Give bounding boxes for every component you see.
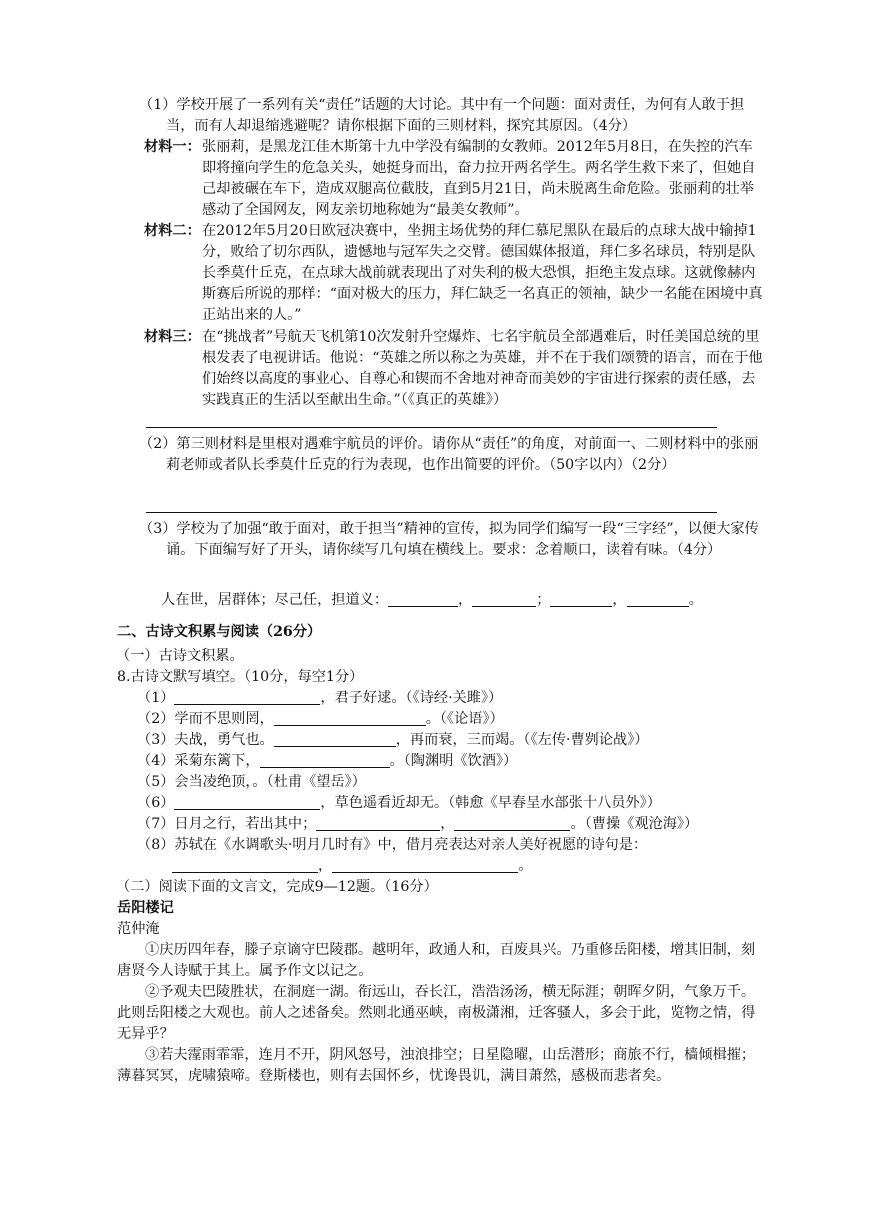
poem-item-2-pre: （2）学而不思则罔，	[137, 711, 274, 727]
poem-item-3-post: ，再而衰，三而竭。（《左传·曹刿论战》）	[395, 732, 649, 748]
q3-blank-4[interactable]	[627, 591, 689, 607]
q3-fill-line	[161, 590, 761, 611]
material-three-text: 在“挑战者”号航天飞机第10次发射升空爆炸、七名宇航员全部遇难后，时任美国总统的里根发表了电视讲话。他说：“英雄之所以称之为英雄，并不在于我们颂赞的语言，而在于他们始终以高度的事业心、自尊心和锲而不舍地对神奇而美妙的宇宙进行探索的责任感，去实践真正的生活以至献出生命。”（《真正的英雄》）	[202, 329, 763, 408]
q3-lead: 人在世，居群体；尽己任，担道义：	[161, 592, 389, 608]
q1-intro-text: （1）学校开展了一系列有关“责任”话题的大讨论。其中有一个问题：面对责任，为何有人敢于担当，而有人却退缩逃避呢？请你根据下面的三则材料，探究其原因。（4分）	[139, 97, 745, 134]
q2-text	[139, 434, 759, 476]
poem-blank-4[interactable]	[260, 752, 390, 768]
q3-sep-3: ，	[612, 592, 627, 608]
material-two-text: 在2012年5月20日欧冠决赛中，坐拥主场优势的拜仁慕尼黑队在最后的点球大战中输掉1分，败给了切尔西队，遗憾地与冠军失之交臂。德国媒体报道，拜仁多名球员，特别是队长季莫什丘克，在点球大战前就表现出了对失利的极大恐惧，拒绝主发点球。这就像赫内斯赛后所说的那样：“面对极大的压力，拜仁缺乏一名真正的领袖，缺少一名能在困境中真正站出来的人。”	[202, 223, 763, 323]
poem-item-7-post: 。（曹操《观沧海》）	[570, 816, 699, 832]
poem-item-1-pre: （1）	[137, 690, 175, 706]
poem-item-1-post: ，君子好逑。（《诗经·关雎》）	[320, 690, 503, 706]
poem-item-3-pre: （3）夫战，勇气也。	[137, 732, 274, 748]
poem-item-6	[137, 793, 777, 814]
poem-item-3	[137, 730, 777, 751]
poem-item-8-post: 。	[518, 858, 533, 874]
answer-line-q2[interactable]	[146, 512, 717, 513]
poem-item-7	[137, 814, 777, 835]
poem-item-8	[137, 835, 777, 856]
q3-sep-2: ；	[536, 592, 551, 608]
section-two-title: 二、古诗文积累与阅读（26分）	[117, 624, 322, 640]
poem-item-5-pre: （5）会当凌绝顶，。（杜甫《望岳》）	[137, 774, 366, 790]
essay-paragraph-3: ③若夫霪雨霏霏，连月不开，阴风怒号，浊浪排空；日星隐曜，山岳潜形；商旅不行，樯倾楫摧；薄暮冥冥，虎啸猿啼。登斯楼也，则有去国怀乡，忧谗畏讥，满目萧然，感极而悲者矣。	[117, 1047, 756, 1084]
essay-paragraph-1: ①庆历四年春，滕子京谪守巴陵郡。越明年，政通人和，百废具兴。乃重修岳阳楼，增其旧制，刻唐贤今人诗赋于其上。属予作文以记之。	[117, 942, 756, 979]
q3-text-content: （3）学校为了加强“敢于面对，敢于担当”精神的宣传，拟为同学们编写一段“三字经”，以便大家传诵。下面编写好了开头，请你续写几句填在横线上。要求：念着顺口，读着有味。（4分）	[139, 521, 759, 558]
q3-text	[139, 519, 759, 561]
q3-end: 。	[688, 592, 703, 608]
poem-item-8-pre: （8）苏轼在《水调歌头·明月几时有》中，借月亮表达对亲人美好祝愿的诗句是：	[137, 837, 648, 853]
q1-intro	[139, 95, 759, 137]
material-one-text: 张丽莉，是黑龙江佳木斯第十九中学没有编制的女教师。2012年5月8日，在失控的汽车即将撞向学生的危急关头，她挺身而出，奋力拉开两名学生。两名学生救下来了，但她自己却被碾在车下，造成双腿高位截肢，直到5月21日，尚未脱离生命危险。张丽莉的壮举感动了全国网友，网友亲切地称她为“最美女教师”。	[202, 139, 756, 218]
essay-author: 范仲淹	[117, 921, 160, 937]
poem-item-7-pre: （7）日月之行，若出其中；	[137, 816, 317, 832]
poem-blank-2[interactable]	[274, 710, 426, 726]
material-three	[144, 327, 764, 411]
poem-blank-1[interactable]	[174, 689, 320, 705]
poem-item-4-pre: （4）采菊东篱下，	[137, 753, 260, 769]
poem-item-6-post: ，草色遥看近却无。（韩愈《早春呈水部张十八员外》）	[320, 795, 661, 811]
poem-item-4	[137, 751, 777, 772]
material-one	[144, 137, 764, 221]
poem-blank-3[interactable]	[274, 731, 396, 747]
poem-item-2	[137, 709, 777, 730]
essay-title: 岳阳楼记	[117, 900, 174, 916]
poem-blank-7b[interactable]	[454, 815, 570, 831]
q3-blank-1[interactable]	[388, 591, 458, 607]
essay-paragraph-2: ②予观夫巴陵胜状，在洞庭一湖。衔远山，吞长江，浩浩汤汤，横无际涯；朝晖夕阴，气象万千。此则岳阳楼之大观也。前人之述备矣。然则北通巫峡，南极潇湘，迁客骚人，多会于此，览物之情，得无异乎？	[117, 984, 756, 1042]
question-eight: 8.古诗文默写填空。（10分，每空1分）	[117, 669, 364, 685]
poem-item-8-mid: ，	[318, 858, 333, 874]
q3-sep-1: ，	[458, 592, 473, 608]
material-one-label: 材料一：	[144, 139, 201, 155]
answer-line-q1[interactable]	[146, 427, 717, 428]
poem-item-8-blanks	[172, 856, 772, 877]
q2-text-content: （2）第三则材料是里根对遇难宇航员的评价。请你从“责任”的角度，对前面一、二则材料中的张丽莉老师或者队长季莫什丘克的行为表现，也作出简要的评价。（50字以内）（2分）	[139, 436, 759, 473]
poem-item-7-mid: ，	[440, 816, 455, 832]
poem-blank-7a[interactable]	[316, 815, 440, 831]
material-three-label: 材料三：	[144, 329, 201, 345]
material-two-label: 材料二：	[144, 223, 201, 239]
poem-blank-8b[interactable]	[332, 857, 518, 873]
section-two-sub-one: （一）古诗文积累。	[116, 648, 244, 664]
section-two-sub-two: （二）阅读下面的文言文，完成9—12题。（16分）	[116, 879, 438, 895]
q3-blank-2[interactable]	[472, 591, 536, 607]
material-two	[144, 221, 764, 326]
poem-item-5	[137, 772, 777, 793]
poem-item-1	[137, 688, 777, 709]
poem-item-2-post: 。（《论语》）	[425, 711, 504, 727]
poem-blank-8a[interactable]	[172, 857, 318, 873]
poem-blank-6[interactable]	[174, 794, 320, 810]
poem-item-4-post: 。（陶渊明《饮酒》）	[389, 753, 518, 769]
poem-item-6-pre: （6）	[137, 795, 175, 811]
q3-blank-3[interactable]	[550, 591, 612, 607]
